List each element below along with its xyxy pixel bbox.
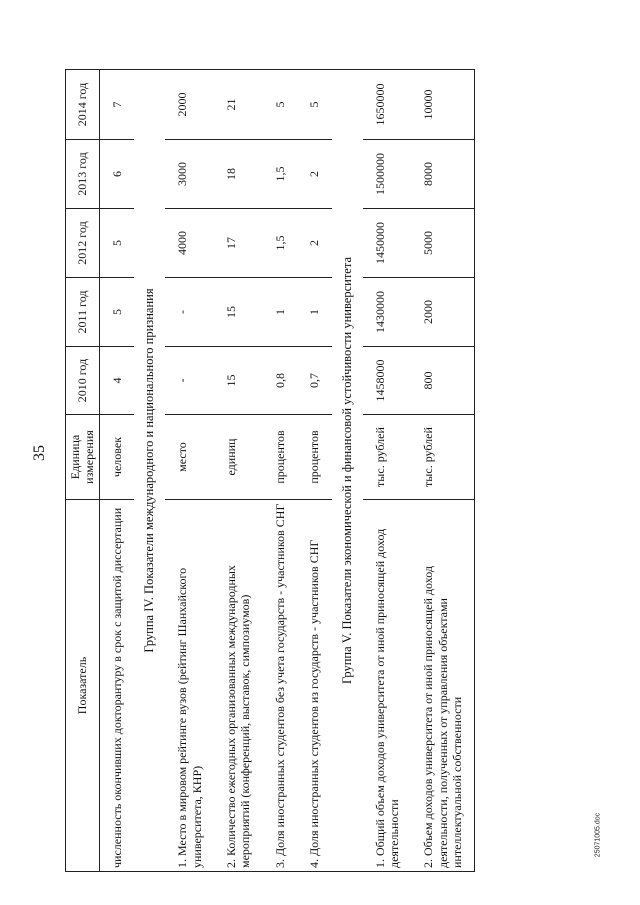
value-cell: 8000 xyxy=(411,140,475,209)
value-cell: 4000 xyxy=(165,209,214,278)
value-cell: 1458000 xyxy=(363,347,412,415)
table-row xyxy=(99,70,134,872)
value-cell: - xyxy=(165,278,214,347)
table-body xyxy=(99,70,475,872)
rotated-table-container xyxy=(65,70,530,872)
unit-cell: единиц xyxy=(214,415,263,500)
value-cell: 1430000 xyxy=(363,278,412,347)
value-cell: 1650000 xyxy=(363,70,412,140)
header-cell: 2010 год xyxy=(66,347,100,415)
table-row xyxy=(214,70,263,872)
value-cell: 15 xyxy=(214,347,263,415)
unit-cell: процентов xyxy=(297,415,331,500)
header-row xyxy=(66,70,100,872)
value-cell: 15 xyxy=(214,278,263,347)
group-heading-row xyxy=(134,70,165,872)
value-cell: 5 xyxy=(99,209,134,278)
value-cell: 5 xyxy=(263,70,297,140)
unit-cell: тыс. рублей xyxy=(411,415,475,500)
value-cell: 18 xyxy=(214,140,263,209)
header-cell: 2014 год xyxy=(66,70,100,140)
header-cell: 2013 год xyxy=(66,140,100,209)
indicator-cell: численность окончивших докторантуру в срок с защитой диссертации xyxy=(99,500,134,872)
value-cell: 10000 xyxy=(411,70,475,140)
value-cell: 1 xyxy=(297,278,331,347)
value-cell: 1,5 xyxy=(263,209,297,278)
value-cell: 17 xyxy=(214,209,263,278)
value-cell: 1450000 xyxy=(363,209,412,278)
value-cell: 800 xyxy=(411,347,475,415)
table-row xyxy=(165,70,214,872)
unit-cell: тыс. рублей xyxy=(363,415,412,500)
indicators-table xyxy=(65,69,475,872)
value-cell: 2 xyxy=(297,140,331,209)
indicator-cell: 2. Количество ежегодных организованных международных мероприятий (конференций, выставок, симпозиумов) xyxy=(214,500,263,872)
group-heading: Группа IV. Показатели международного и национального признания xyxy=(134,70,165,872)
group-heading-row xyxy=(332,70,363,872)
table-row xyxy=(411,70,475,872)
header-cell: 2011 год xyxy=(66,278,100,347)
value-cell: 21 xyxy=(214,70,263,140)
page-number: 35 xyxy=(31,445,48,461)
value-cell: 6 xyxy=(99,140,134,209)
value-cell: 1500000 xyxy=(363,140,412,209)
table-row xyxy=(297,70,331,872)
indicator-cell: 1. Место в мировом рейтинге вузов (рейтинг Шанхайского университета, КНР) xyxy=(165,500,214,872)
value-cell: 5 xyxy=(297,70,331,140)
value-cell: 3000 xyxy=(165,140,214,209)
value-cell: 2 xyxy=(297,209,331,278)
indicator-cell: 3. Доля иностранных студентов без учета государств - участников СНГ xyxy=(263,500,297,872)
value-cell: 0,7 xyxy=(297,347,331,415)
indicator-cell: 2. Объем доходов университета от иной приносящей доход деятельности, полученных от управления объектами интеллектуальной собственности xyxy=(411,500,475,872)
unit-cell: место xyxy=(165,415,214,500)
header-cell: Единица измерения xyxy=(66,415,100,500)
indicator-cell: 4. Доля иностранных студентов из государств - участников СНГ xyxy=(297,500,331,872)
value-cell: - xyxy=(165,347,214,415)
value-cell: 5 xyxy=(99,278,134,347)
value-cell: 2000 xyxy=(165,70,214,140)
value-cell: 5000 xyxy=(411,209,475,278)
header-cell: Показатель xyxy=(66,500,100,872)
value-cell: 2000 xyxy=(411,278,475,347)
table-row xyxy=(363,70,412,872)
indicator-cell: 1. Общий объем доходов университета от иной приносящей доход деятельности xyxy=(363,500,412,872)
value-cell: 7 xyxy=(99,70,134,140)
value-cell: 1,5 xyxy=(263,140,297,209)
group-heading: Группа V. Показатели экономической и финансовой устойчивости университета xyxy=(332,70,363,872)
header-cell: 2012 год xyxy=(66,209,100,278)
value-cell: 1 xyxy=(263,278,297,347)
value-cell: 0,8 xyxy=(263,347,297,415)
document-id: 25071005.doc xyxy=(594,812,602,858)
value-cell: 4 xyxy=(99,347,134,415)
unit-cell: человек xyxy=(99,415,134,500)
unit-cell: процентов xyxy=(263,415,297,500)
table-row xyxy=(263,70,297,872)
table-header xyxy=(66,70,100,872)
